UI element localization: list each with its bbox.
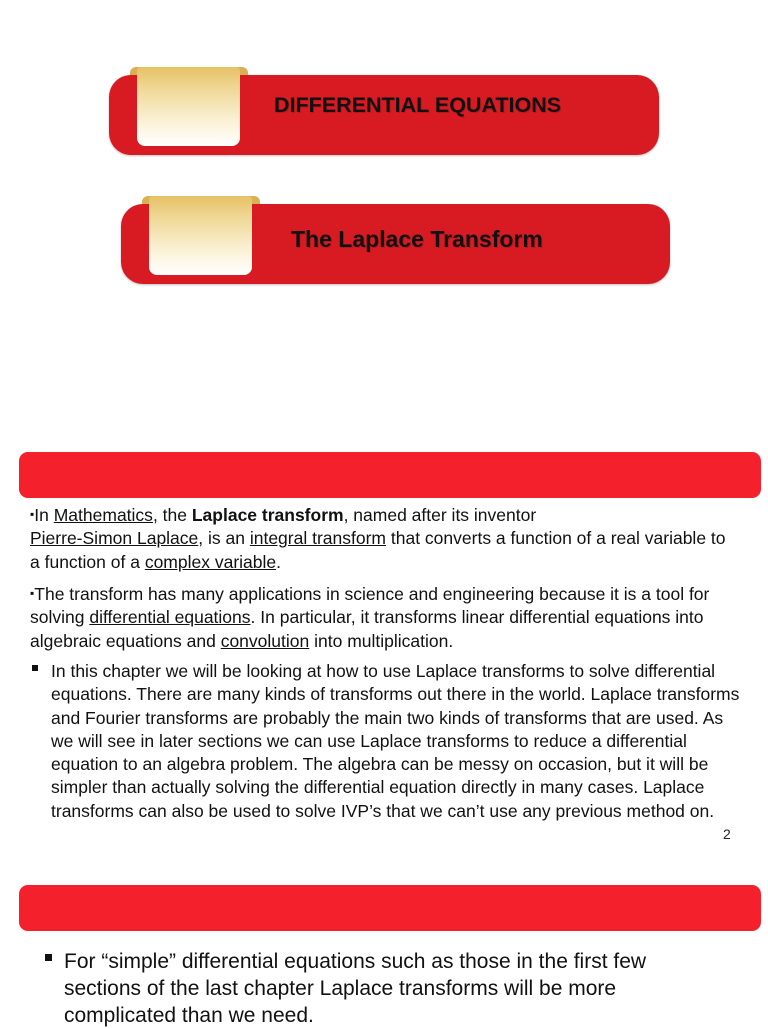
link-differential-equations[interactable]: differential equations [89,607,251,628]
square-bullet-icon: ▪ [30,507,35,521]
link-complex-variable[interactable]: complex variable [144,551,277,572]
subtitle-banner-tab [149,196,252,275]
paragraph-laplace-definition: ▪In Mathematics, the Laplace transform, named after its inventor Pierre-Simon Laplace, is an integral transform that converts a function of a real variable to a function of a complex variable. [30,505,726,572]
laplace-transform-term: Laplace transform [191,505,344,525]
section-header-bar [19,452,761,498]
paragraph-applications: ▪The transform has many applications in science and engineering because it is a tool for solving differential equations. In particular, it transforms linear differential equations into algebraic equations and convolution into multiplication. [30,584,710,651]
paragraph-chapter-intro: In this chapter we will be looking at how to use Laplace transforms to solve differential equations. There are many kinds of transforms out there in the world. Laplace transforms and Fourier transforms are probably the main two kinds of transforms that are used. As we will see in later sections we can use Laplace transforms to reduce a differential equation to an algebra problem. The algebra can be messy on occasion, but it will be simpler than actually solving the differential equation directly in many cases. Laplace transforms can also be used to solve IVP’s that we can’t use any previous method on. [51,661,740,821]
title-banner-tab [137,67,240,146]
section-header-bar-2 [19,885,761,931]
link-convolution[interactable]: convolution [220,630,310,651]
paragraph-simple-equations: For “simple” differential equations such as those in the first few sections of the last chapter Laplace transforms will be more complicated than we need. [64,950,647,1027]
link-pierre-simon-laplace[interactable]: Pierre-Simon Laplace [30,528,199,549]
page-title: DIFFERENTIAL EQUATIONS [274,93,562,117]
page-number: 2 [723,826,731,842]
square-bullet-icon: ▪ [30,586,35,600]
square-bullet-icon [45,954,52,961]
link-integral-transform[interactable]: integral transform [249,528,387,549]
link-mathematics[interactable]: Mathematics [53,505,153,525]
page-subtitle: The Laplace Transform [291,226,543,252]
square-bullet-icon [32,665,38,671]
